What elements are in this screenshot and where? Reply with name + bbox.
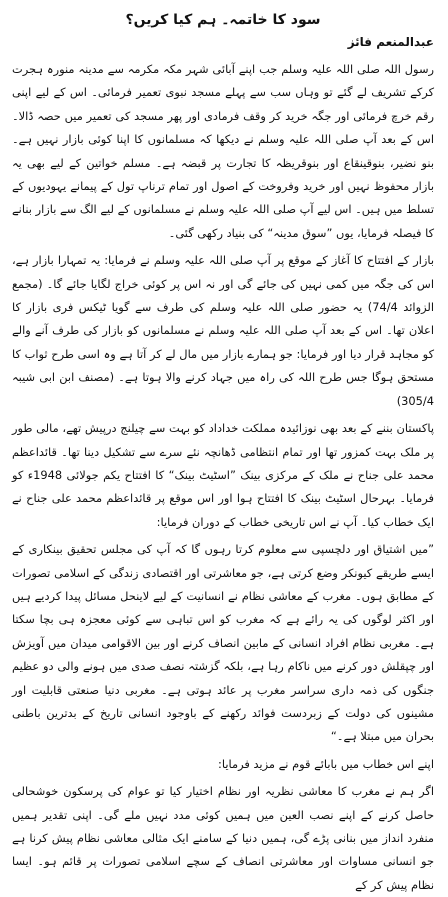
article-author: عبدالمنعم فائز: [347, 35, 434, 49]
paragraph-state-bank: پاکستان بننے کے بعد بھی نوزائیدہ مملکت خداداد کو بہت سے چیلنج درپیش تھے، مالی طور پر ملک بہت کمزور تھا اور تمام انتظامی ڈھانچہ نئے سرے سے تشکیل دینا تھا۔ قائداعظم محمد علی جناح نے ملک کے مرکزی بینک ”اسٹیٹ بینک“ کا افتتاح یکم جولائی 1948ء کو فرمایا۔ بہرحال اسٹیٹ بینک کا افتتاح ہوا اور اس موقع پر قائداعظم محمد علی جناح نے ایک خطاب کیا۔ آپ نے اس تاریخی خطاب کے دوران فرمایا:: [12, 421, 434, 529]
paragraph-further-said: اپنے اس خطاب میں بابائے قوم نے مزید فرمایا:: [218, 756, 434, 771]
article-title: سود کا خاتمہ۔ ہم کیا کریں؟: [125, 12, 321, 28]
paragraph-economic-system: اگر ہم نے مغرب کا معاشی نظریہ اور نظام اختیار کیا تو عوام کی پرسکون خوشحالی حاصل کرنے کے اپنے نصب العین میں ہمیں کوئی مدد نہیں ملے گی۔ اپنی تقدیر ہمیں منفرد انداز میں بنانی پڑے گی، ہمیں دنیا کے سامنے ایک مثالی معاشی نظام پیش کرنا ہے جو انسانی مساوات اور معاشرتی انصاف کے سچے اسلامی تصورات پر قائم ہو۔ ایسا نظام پیش کر کے: [12, 784, 434, 892]
paragraph-quaid-quote: ”میں اشتیاق اور دلچسپی سے معلوم کرتا رہوں گا کہ آپ کی مجلس تحقیق بینکاری کے ایسے طریقے کیونکر وضع کرتی ہے، جو معاشرتی اور اقتصادی زندگی کے اسلامی تصورات کے مطابق ہوں۔ مغرب کے معاشی نظام نے انسانیت کے لیے لاینحل مسائل پیدا کردیے ہیں اور اکثر لوگوں کی یہ رائے ہے کہ مغرب کو اس تباہی سے کوئی معجزہ ہی بچا سکتا ہے۔ مغربی نظام افراد انسانی کے مابین انصاف کرنے اور بین الاقوامی میدان میں آویزش اور چپقلش دور کرنے میں ناکام رہا ہے، بلکہ گزشتہ نصف صدی میں ہونے والی دو عظیم جنگوں کی ذمہ داری سراسر مغرب پر عائد ہوتی ہے۔ مغربی دنیا صنعتی قابلیت اور مشینوں کی دولت کے زبردست فوائد رکھنے کے باوجود انسانی تاریخ کے بدترین باطنی بحران میں مبتلا ہے۔“: [12, 542, 434, 744]
paragraph-hijrah-market: رسول اللہ صلی اللہ علیہ وسلم جب اپنے آبائی شہر مکہ مکرمہ سے مدینہ منورہ ہجرت کرکے تشریف لے گئے تو وہاں سب سے پہلے مسجد نبوی تعمیر فرمائی۔ اس کے لیے اپنی رقم خرچ فرمائی اور جگہ خرید کر وقف فرمادی اور پھر مسجد کی تعمیر میں حصہ ڈالا۔ اس کے بعد آپ صلی اللہ علیہ وسلم نے دیکھا کہ مسلمانوں کا اپنا کوئی بازار نہیں ہے۔ بنو نضیر، بنوقینقاع اور بنوقریظہ کا تجارت پر قبضہ ہے۔ مسلم خواتین کے لیے بھی یہ بازار محفوظ نہیں اور خرید وفروخت کے اصول اور تمام ترناپ تول کے پیمانے یہودیوں کے تسلط میں ہیں۔ اس لیے آپ صلی اللہ علیہ وسلم نے مسلمانوں کے لیے الگ سے بازار بنانے کا فیصلہ فرمایا، یوں ”سوق مدینہ“ کی بنیاد رکھی گئی۔: [12, 62, 434, 240]
paragraph-market-opening: بازار کے افتتاح کا آغاز کے موقع پر آپ صلی اللہ علیہ وسلم نے فرمایا: یہ تمہارا بازار ہے، اس کی جگہ میں کمی نہیں کی جائے گی اور نہ اس پر کوئی خراج لگایا جائے گا۔ (مجمع الزوائد 74/4) یہ حضور صلی اللہ علیہ وسلم کی طرف سے گویا ٹیکس فری بازار کا اعلان تھا۔ اس کے بعد آپ صلی اللہ علیہ وسلم نے مسلمانوں کو بازار کی طرف آنے والے کو مجاہد قرار دیا اور فرمایا: جو ہمارے بازار میں مال لے کر آتا ہے وہ اسی طرح ثواب کا مستحق ہوگا جس طرح اللہ کی راہ میں جہاد کرنے والا ہوتا ہے۔ (مصنف ابن ابی شیبہ 305/4): [12, 253, 434, 408]
